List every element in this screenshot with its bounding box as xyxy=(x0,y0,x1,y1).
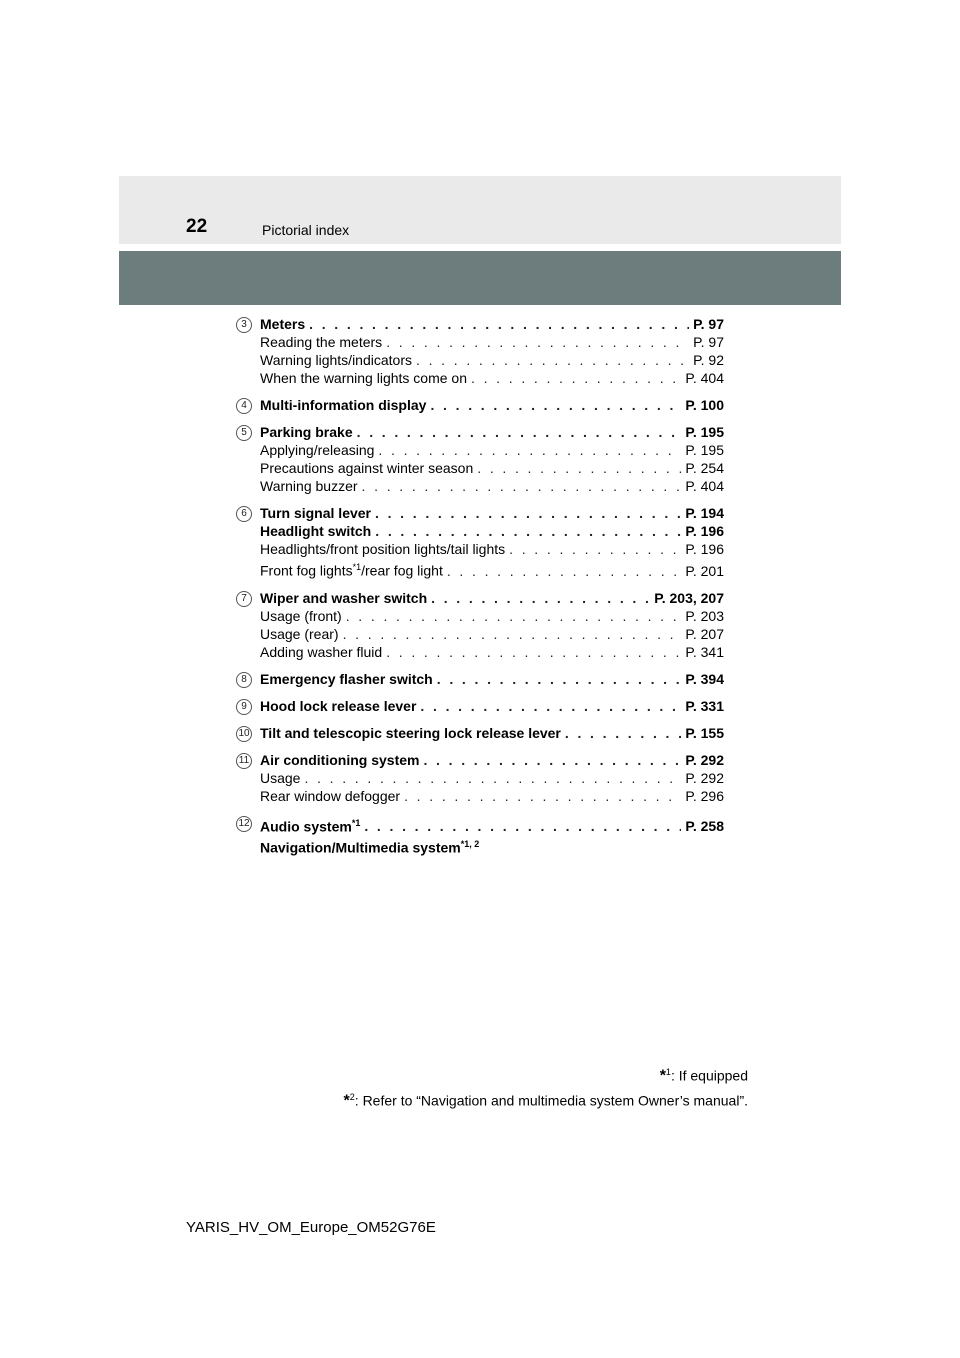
toc-label-text: Headlight switch xyxy=(260,523,372,539)
toc-label xyxy=(260,769,300,787)
callout-number-badge: 4 xyxy=(236,398,252,414)
footnote-marker: *1 xyxy=(352,562,362,572)
footnote-star: * xyxy=(659,1067,666,1085)
toc-entry xyxy=(236,814,724,857)
toc-entry xyxy=(236,589,724,661)
toc-label-text: When the warning lights come on xyxy=(260,370,467,386)
dot-leader xyxy=(509,540,681,558)
toc-subitem-row[interactable] xyxy=(260,369,724,387)
dot-leader xyxy=(378,441,681,459)
toc-entry xyxy=(236,315,724,387)
toc-heading-row[interactable] xyxy=(260,589,724,607)
toc-heading-row[interactable] xyxy=(260,315,724,333)
header-band xyxy=(119,176,841,244)
toc-heading-row[interactable] xyxy=(260,670,724,688)
toc-subitem-row[interactable] xyxy=(260,607,724,625)
footnote xyxy=(344,1062,748,1087)
dot-leader xyxy=(386,643,681,661)
footnote-number: 1 xyxy=(665,1067,671,1077)
toc-label-text: Usage (front) xyxy=(260,607,342,624)
page-reference[interactable]: P. 404 xyxy=(685,370,724,386)
toc-label-text: Front fog lights xyxy=(260,562,353,579)
dot-leader xyxy=(416,351,689,369)
page-reference[interactable]: P. 292 xyxy=(685,751,724,768)
page-reference[interactable]: P. 394 xyxy=(685,670,724,687)
toc-label xyxy=(260,477,358,495)
page-reference[interactable]: P. 195 xyxy=(685,442,724,458)
toc-heading-row[interactable] xyxy=(260,423,724,441)
page-reference[interactable]: P. 296 xyxy=(685,787,724,804)
toc-label xyxy=(260,670,433,688)
toc-label xyxy=(260,333,382,351)
toc-label xyxy=(260,459,473,477)
section-title: Pictorial index xyxy=(262,222,350,238)
table-of-contents xyxy=(236,315,724,866)
toc-heading-row[interactable] xyxy=(260,724,724,742)
toc-label-text: Adding washer fluid xyxy=(260,643,383,660)
toc-label-text: Headlights/front position lights/tail lights xyxy=(260,541,506,557)
toc-label xyxy=(260,787,400,805)
toc-subitem-row[interactable] xyxy=(260,558,724,580)
footnote-number: 2 xyxy=(349,1091,355,1102)
toc-label-text: Rear window defogger xyxy=(260,787,401,804)
toc-heading-row[interactable] xyxy=(260,504,724,522)
page-reference[interactable]: P. 155 xyxy=(685,724,724,741)
toc-label xyxy=(260,369,467,387)
dot-leader xyxy=(471,369,681,387)
page-reference[interactable]: P. 92 xyxy=(693,352,724,368)
toc-entry xyxy=(236,751,724,805)
page-reference[interactable]: P. 203 xyxy=(685,607,724,624)
toc-entry xyxy=(236,670,724,688)
toc-subitem-row[interactable] xyxy=(260,540,724,558)
toc-label xyxy=(260,351,412,369)
callout-number-badge: 10 xyxy=(236,726,252,742)
toc-entry xyxy=(236,724,724,742)
page-reference[interactable]: P. 97 xyxy=(693,316,724,332)
callout-number-badge: 5 xyxy=(236,425,252,441)
dot-leader xyxy=(437,670,682,688)
toc-heading-row[interactable] xyxy=(260,522,724,540)
dot-leader xyxy=(309,315,689,333)
toc-label-text: Reading the meters xyxy=(260,334,383,350)
toc-subitem-row[interactable] xyxy=(260,459,724,477)
dot-leader xyxy=(423,751,681,769)
toc-label-text: Multi-information display xyxy=(260,397,427,413)
toc-label-text: Emergency flasher switch xyxy=(260,670,433,687)
callout-number-badge: 8 xyxy=(236,672,252,688)
toc-label xyxy=(260,504,371,522)
callout-number-badge: 12 xyxy=(236,816,252,832)
toc-label xyxy=(260,643,382,661)
toc-heading-row[interactable] xyxy=(260,697,724,715)
callout-number-badge: 6 xyxy=(236,506,252,522)
toc-label-text: Warning lights/indicators xyxy=(260,352,412,368)
dot-leader xyxy=(375,522,681,540)
toc-label xyxy=(260,522,371,540)
toc-label-text: Audio system xyxy=(260,818,352,835)
toc-label xyxy=(260,540,505,558)
dot-leader xyxy=(304,769,681,787)
toc-label xyxy=(260,751,419,769)
page-reference[interactable]: P. 207 xyxy=(685,625,724,642)
toc-heading-row[interactable] xyxy=(260,396,724,414)
toc-subitem-row[interactable] xyxy=(260,643,724,661)
toc-entry xyxy=(236,396,724,414)
toc-label-text: Parking brake xyxy=(260,424,353,440)
dot-leader xyxy=(404,787,681,805)
toc-entry xyxy=(236,423,724,495)
dot-leader xyxy=(343,625,682,643)
toc-entry xyxy=(236,697,724,715)
toc-label-text: Navigation/Multimedia system xyxy=(260,839,461,856)
dot-leader xyxy=(362,477,682,495)
dot-leader xyxy=(364,817,681,835)
callout-number-badge: 3 xyxy=(236,317,252,333)
toc-subitem-row[interactable] xyxy=(260,769,724,787)
callout-number-badge: 7 xyxy=(236,591,252,607)
page-reference[interactable]: P. 100 xyxy=(685,397,724,413)
page-reference[interactable]: P. 341 xyxy=(685,643,724,660)
toc-label-text: Warning buzzer xyxy=(260,478,358,494)
toc-label-text: Usage (rear) xyxy=(260,625,339,642)
dot-leader xyxy=(375,504,681,522)
footnote xyxy=(344,1087,748,1112)
footer-document-code: YARIS_HV_OM_Europe_OM52G76E xyxy=(186,1219,436,1236)
toc-entry xyxy=(236,504,724,580)
footnote-text: : If equipped xyxy=(670,1067,748,1084)
dot-leader xyxy=(386,333,689,351)
page-reference[interactable]: P. 404 xyxy=(685,478,724,494)
toc-label xyxy=(260,697,416,715)
toc-label-text: Hood lock release lever xyxy=(260,697,417,714)
dot-leader xyxy=(430,396,681,414)
toc-subitem-row[interactable] xyxy=(260,441,724,459)
callout-number-badge: 11 xyxy=(236,753,252,769)
dot-leader xyxy=(565,724,681,742)
page-number: 22 xyxy=(186,216,208,237)
toc-label-text: Air conditioning system xyxy=(260,751,420,768)
toc-label xyxy=(260,835,479,857)
toc-heading-row[interactable] xyxy=(260,751,724,769)
toc-label-text: Turn signal lever xyxy=(260,505,371,521)
page-reference[interactable]: P. 203, 207 xyxy=(654,589,724,606)
toc-label-text: Meters xyxy=(260,316,306,332)
toc-subitem-row[interactable] xyxy=(260,477,724,495)
toc-label xyxy=(260,558,443,580)
toc-label-text: Precautions against winter season xyxy=(260,460,474,476)
toc-heading-row[interactable] xyxy=(260,814,724,836)
page-reference[interactable]: P. 194 xyxy=(685,505,724,521)
dot-leader xyxy=(420,697,681,715)
toc-label xyxy=(260,814,360,836)
toc-label-text: Usage xyxy=(260,769,301,786)
page-reference[interactable]: P. 196 xyxy=(685,541,724,557)
dot-leader xyxy=(431,589,650,607)
page-reference[interactable]: P. 292 xyxy=(685,769,724,786)
page-reference[interactable]: P. 331 xyxy=(685,697,724,714)
footnotes xyxy=(344,1062,748,1111)
toc-label-text: Wiper and washer switch xyxy=(260,589,428,606)
toc-label xyxy=(260,315,305,333)
toc-subitem-row[interactable] xyxy=(260,625,724,643)
toc-subitem-row[interactable] xyxy=(260,333,724,351)
page-reference[interactable]: P. 254 xyxy=(685,460,724,476)
toc-label xyxy=(260,724,561,742)
footnote-star: * xyxy=(343,1092,350,1110)
callout-number-badge: 9 xyxy=(236,699,252,715)
toc-label-text: Tilt and telescopic steering lock release lever xyxy=(260,724,561,741)
toc-label-text: /rear fog light xyxy=(361,562,443,579)
page-reference[interactable]: P. 195 xyxy=(685,424,724,440)
page-reference[interactable]: P. 201 xyxy=(685,562,724,579)
header-dark-band xyxy=(119,251,841,305)
toc-subitem-row[interactable] xyxy=(260,351,724,369)
footnote-marker: *1, 2 xyxy=(460,839,480,850)
toc-heading-row[interactable] xyxy=(260,835,724,857)
toc-label-text: Applying/releasing xyxy=(260,442,375,458)
toc-label xyxy=(260,423,353,441)
dot-leader xyxy=(447,562,681,580)
toc-label xyxy=(260,589,427,607)
toc-label xyxy=(260,607,342,625)
page-reference[interactable]: P. 258 xyxy=(685,818,724,835)
toc-subitem-row[interactable] xyxy=(260,787,724,805)
dot-leader xyxy=(357,423,682,441)
toc-label xyxy=(260,396,426,414)
footnote-text: : Refer to “Navigation and multimedia system Owner’s manual”. xyxy=(354,1092,748,1109)
page-reference[interactable]: P. 196 xyxy=(685,523,724,539)
dot-leader xyxy=(477,459,681,477)
dot-leader xyxy=(346,607,682,625)
footnote-marker: *1 xyxy=(351,817,361,828)
toc-label xyxy=(260,625,339,643)
page-reference[interactable]: P. 97 xyxy=(693,334,724,350)
toc-label xyxy=(260,441,374,459)
